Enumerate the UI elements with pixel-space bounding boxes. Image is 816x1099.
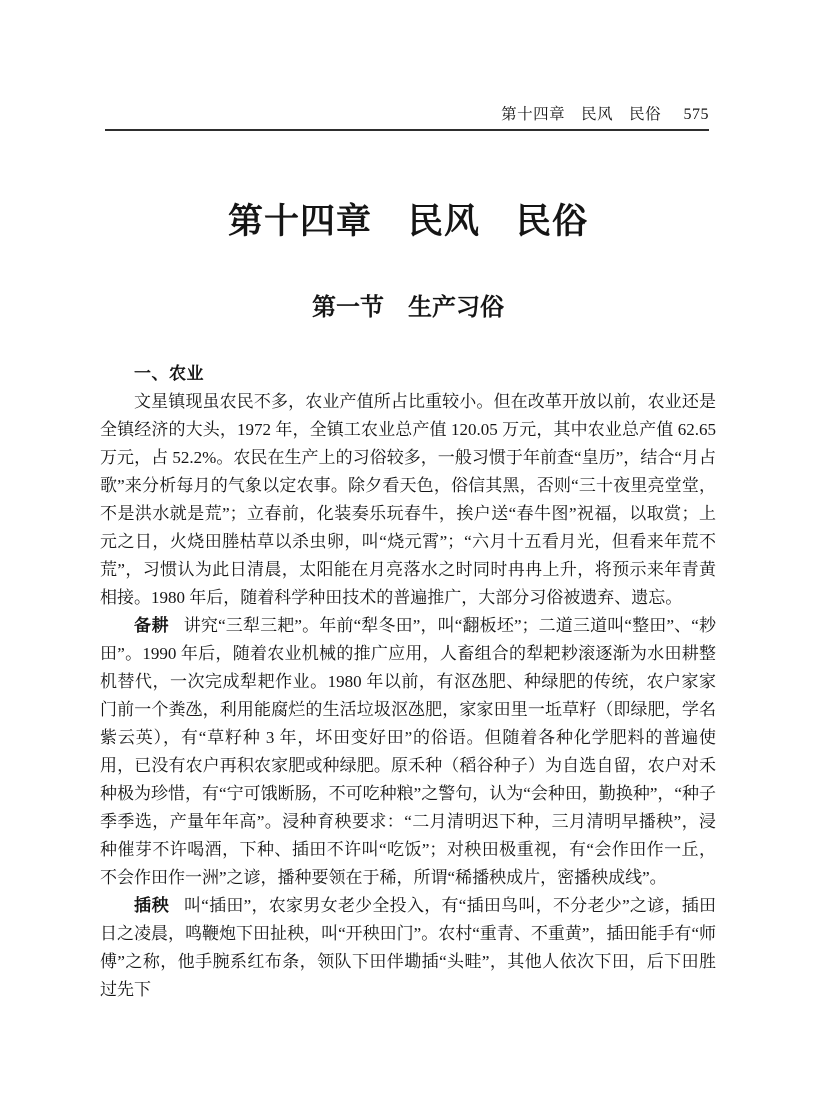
paragraph-beigeng xyxy=(100,612,716,892)
subsection-heading-agriculture: 一、农业 xyxy=(134,364,204,383)
paragraph-lead-beigeng: 备耕 xyxy=(134,616,170,635)
paragraph-chayang xyxy=(100,892,716,1004)
chapter-title: 第十四章 民风 民俗 xyxy=(227,202,588,241)
page-header xyxy=(105,107,709,123)
paragraph-lead-chayang: 插秧 xyxy=(134,896,170,915)
page-number: 575 xyxy=(683,106,709,123)
paragraph-overview xyxy=(100,388,716,612)
running-title: 第十四章 民风 民俗 xyxy=(501,106,662,123)
paragraph-text: 讲究“三犁三耙”。年前“犁冬田”，叫“翻板坯”；二道三道叫“整田”、“耖田”。1990 年后，随着农业机械的推广应用，人畜组合的犁耙耖滚逐渐为水田耕整机替代，一次完成犁耙作业。1980 年以前，有沤氹肥、种绿肥的传统，农户家家门前一个粪氹，利用能腐烂的生活垃圾沤氹肥，家家田里一坵草籽（即绿肥，学名紫云英），有“草籽种 3 年，坏田变好田”的俗语。但随着各种化学肥料的普遍使用，已没有农户再积农家肥或种绿肥。原禾种（稻谷种子）为自选自留，农户对禾种极为珍惜，有“宁可饿断肠，不可吃种粮”之警句，认为“会种田，勤换种”，“种子季季选，产量年年高”。浸种育秧要求：“二月清明迟下种，三月清明早播秧”，浸种催芽不许喝酒，下种、插田不许叫“吃饭”；对秧田极重视，有“会作田作一丘，不会作田作一洲”之谚，播种要领在于稀，所谓“稀播秧成片，密播秧成线”。 xyxy=(100,616,717,887)
section-title: 第一节 生产习俗 xyxy=(312,295,504,321)
paragraph-text: 文星镇现虽农民不多，农业产值所占比重较小。但在改革开放以前，农业还是全镇经济的大头，1972 年，全镇工农业总产值 120.05 万元，其中农业总产值 62.65 万元，占 52.2%。农民在生产上的习俗较多，一般习惯于年前查“皇历”，结合“月占歌”来分析每月的气象以定农事。除夕看天色，俗信其黑，否则“三十夜里亮堂堂，不是洪水就是荒”；立春前，化装奏乐玩春牛，挨户送“春牛图”祝福，以取赏；上元之日，火烧田塍枯草以杀虫卵，叫“烧元霄”；“六月十五看月光，但看来年荒不荒”，习惯认为此日清晨，太阳能在月亮落水之时同时冉冉上升，将预示来年青黄相接。1980 年后，随着科学种田技术的普遍推广，大部分习俗被遗弃、遗忘。 xyxy=(100,392,716,607)
header-rule xyxy=(105,129,709,131)
body-text xyxy=(100,360,716,1004)
paragraph-text: 叫“插田”，农家男女老少全投入，有“插田鸟叫，不分老少”之谚，插田日之凌晨，鸣鞭炮下田扯秧，叫“开秧田门”。农村“重青、不重黄”，插田能手有“师傅”之称，他手腕系红布条，领队下田伴墈插“头畦”，其他人依次下田，后下田胜过先下 xyxy=(100,896,717,999)
